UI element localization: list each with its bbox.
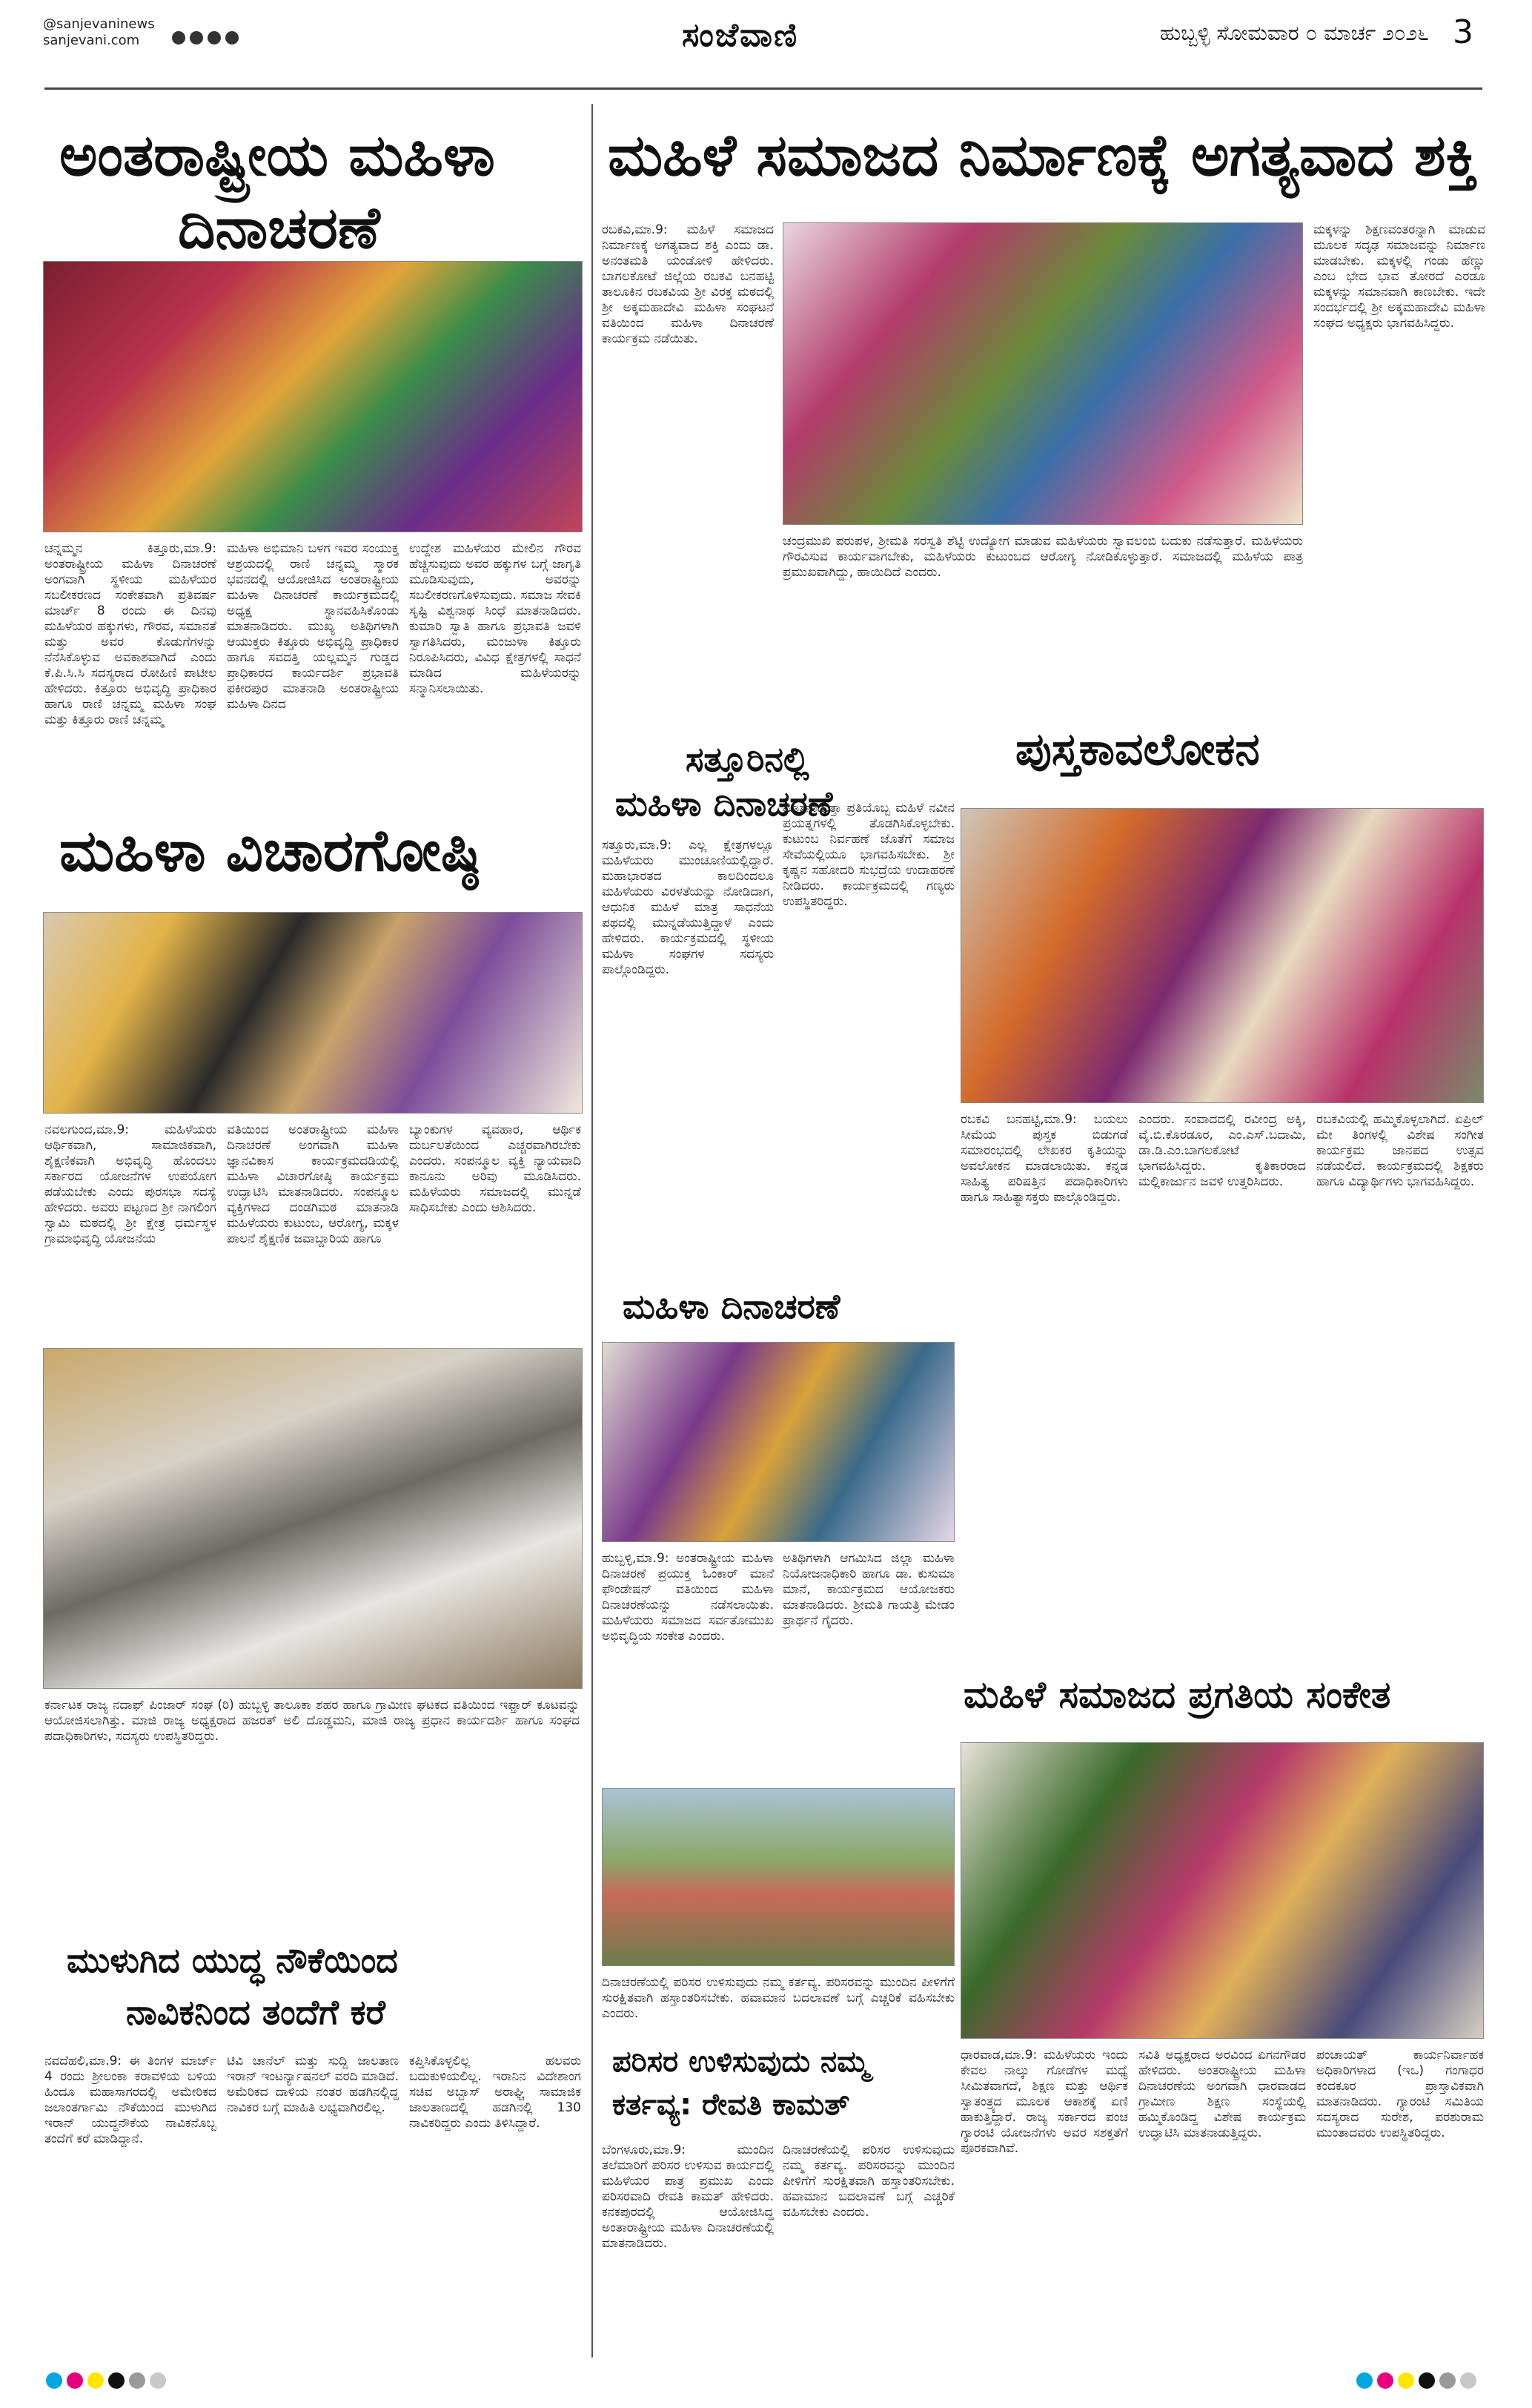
twitter-icon[interactable] [225,31,239,44]
article-dharwad-col3: ಪಂಚಾಯತ್ ಕಾರ್ಯನಿರ್ವಾಹಕ ಅಧಿಕಾರಿಗಳಾದ (ಇಒ) ಗಂಗಾಧರ ಕಂದಕೂರ ಪ್ರಾಸ್ತಾವಿಕವಾಗಿ ಮಾತನಾಡಿದರು. ಗ್ಯಾರಂಟಿ ಸಮಿತಿಯ ಸದಸ್ಯರಾದ ಸುರೇಶ, ಪರಶುರಾಮ ಮುಂತಾದವರು ಉಪಸ್ಥಿತರಿದ್ದರು. [1316,2048,1484,2140]
photo-rotary-caption: ದಿನಾಚರಣೆಯಲ್ಲಿ ಪರಿಸರ ಉಳಿಸುವುದು ನಮ್ಮ ಕರ್ತವ್ಯ. ಪರಿಸರವನ್ನು ಮುಂದಿನ ಪೀಳಿಗೆಗೆ ಸುರಕ್ಷಿತವಾಗಿ ಹಸ್ತಾಂತರಿಸಬೇಕು. ಹವಾಮಾನ ಬದಲಾವಣೆ ಬಗ್ಗೆ ಎಚ್ಚರಿಕೆ ವಹಿಸಬೇಕು ಎಂದರು. [602,1975,955,2021]
article-seminar-col2: ವತಿಯಿಂದ ಅಂತರಾಷ್ಟ್ರೀಯ ಮಹಿಳಾ ದಿನಾಚರಣೆ ಅಂಗವಾಗಿ ಮಹಿಳಾ ಜ್ಞಾನವಿಕಾಸ ಕಾರ್ಯಕ್ರಮದಡಿಯಲ್ಲಿ ಮಹಿಳಾ ವಿಚಾರಗೋಷ್ಠಿ ಕಾರ್ಯಕ್ರಮ ಉದ್ಘಾಟಿಸಿ ಮಾತನಾಡಿದರು. ಸಂಪನ್ಮೂಲ ವ್ಯಕ್ತಿಗಳಾದ ದಂಡಗಿಮಠ ಮಾತನಾಡಿ ಮಹಿಳೆಯರು ಕುಟುಂಬ, ಆರೋಗ್ಯ, ಮಕ್ಕಳ ಪಾಲನೆ ಶೈಕ್ಷಣಿಕ ಜವಾಬ್ದಾರಿಯ ಹಾಗೂ [227,1122,399,1246]
article-book-col2: ಎಂದರು. ಸಂವಾದದಲ್ಲಿ ರವೀಂದ್ರ ಅಕ್ಕಿ, ವೈ.ಬಿ.ಕೊರಡೂರ, ಎಂ.ಎಸ್.ಬದಾಮಿ, ಡಾ.ಡಿ.ಎಂ.ಬಾಗಲಕೋಟೆ ಭಾಗವಹಿಸಿದ್ದರು. ಕೃತಿಕಾರರಾದ ಮಲ್ಲಿಕಾರ್ಜುನ ಜವಳಿ ಉತ್ತರಿಸಿದರು. [1138,1112,1306,1189]
magenta-mark [67,2372,83,2389]
article-intl-col3: ಉದ್ದೇಶ ಮಹಿಳೆಯರ ಮೇಲಿನ ಗೌರವ ಹೆಚ್ಚಿಸುವುದು ಅವರ ಹಕ್ಕುಗಳ ಬಗ್ಗೆ ಜಾಗೃತಿ ಮೂಡಿಸುವುದು, ಅವರನ್ನು ಸಬಲೀಕರಣಗೊಳಿಸುವುದು. ಸಮಾಜ ಸೇವಕಿ ಸೃಷ್ಟಿ ವಿಶ್ವನಾಥ ಸಿಂಧೆ ಮಾತನಾಡಿದರು. ಕುಮಾರಿ ಸ್ವಾತಿ ಹಾಗೂ ಪ್ರಭಾವತಿ ಜವಳಿ ಸ್ವಾಗತಿಸಿದರು, ಮಂಜುಳಾ ಕಿತ್ತೂರು ನಿರೂಪಿಸಿದರು, ವಿವಿಧ ಕ್ಷೇತ್ರಗಳಲ್ಲಿ ಸಾಧನೆ ಮಾಡಿದ ಮಹಿಳೆಯರನ್ನು ಸನ್ಮಾನಿಸಲಾಯಿತು. [409,541,581,696]
headline-intl-womens-day: ಅಂತರಾಷ್ಟ್ರೀಯ ಮಹಿಳಾ [59,122,495,189]
article-navy-col3: ಕಪ್ತಿಸಿಕೊಳ್ಳಲಿಲ್ಲ ಹಲವರು ಬದುಕುಳಿಯಲಿಲ್ಲ. ಇರಾನಿನ ವಿದೇಶಾಂಗ ಸಚಿವ ಅಬ್ಬಾಸ್ ಅರಾಘ್ಚಿ ಸಾಮಾಜಿಕ ಜಾಲತಾಣದಲ್ಲಿ ಹಡಗಿನಲ್ಲಿ 130 ನಾವಿಕರಿದ್ದರು ಎಂದು ತಿಳಿಸಿದ್ದಾರೆ. [409,2054,581,2131]
photo-iftar-gathering [43,1348,583,1689]
masthead-divider [44,87,1482,90]
magenta-mark [1377,2372,1393,2389]
photo-rabkavi-event [783,222,1303,525]
print-registration-marks-right [1356,2372,1481,2389]
headline-women-progress: ಮಹಿಳೆ ಸಮಾಜದ ಪ್ರಗತಿಯ ಸಂಕೇತ [964,1673,1391,1716]
photo-womens-day-dance [43,261,583,532]
headline-book-review: ಪುಸ್ತಕಾವಲೋಕನ [1015,724,1260,775]
headline-environment: ಪರಿಸರ ಉಳಿಸುವುದು ನಮ್ಮ [612,2045,869,2079]
yellow-mark [87,2372,104,2389]
headline-sattur: ಸತ್ತೂರಿನಲ್ಲಿ [686,739,809,779]
article-environment-col2: ದಿನಾಚರಣೆಯಲ್ಲಿ ಪರಿಸರ ಉಳಿಸುವುದು ನಮ್ಮ ಕರ್ತವ್ಯ. ಪರಿಸರವನ್ನು ಮುಂದಿನ ಪೀಳಿಗೆಗೆ ಸುರಕ್ಷಿತವಾಗಿ ಹಸ್ತಾಂತರಿಸಬೇಕು. ಹವಾಮಾನ ಬದಲಾವಣೆ ಬಗ್ಗೆ ಎಚ್ಚರಿಕೆ ವಹಿಸಬೇಕು ಎಂದರು. [783,2143,955,2220]
headline-mahila-seminar: ಮಹಿಳಾ ವಿಚಾರಗೋಷ್ಠಿ [59,818,480,884]
masthead-logo: ಸಂಜೆವಾಣಿ [682,16,799,54]
photo-hubballi-event [602,1342,955,1542]
article-hubballi-col1: ಹುಬ್ಬಳ್ಳಿ,ಮಾ.9: ಅಂತರಾಷ್ಟ್ರೀಯ ಮಹಿಳಾ ದಿನಾಚರಣೆ ಪ್ರಯುಕ್ತ ಓಂಕಾರ್ ಮಾನೆ ಫೌಂಡೇಷನ್ ವತಿಯಿಂದ ಮಹಿಳಾ ದಿನಾಚರಣೆಯನ್ನು ನಡೆಸಲಾಯಿತು. ಮಹಿಳೆಯರು ಸಮಾಜದ ಸರ್ವತೋಮುಖ ಅಭಿವೃದ್ಧಿಯ ಸಂಕೇತ ಎಂದರು. [602,1551,774,1644]
black-mark [1419,2372,1435,2389]
headline-navy-line1: ಮುಳುಗಿದ ಯುದ್ಧ ನೌಕೆಯಿಂದ [67,1940,398,1980]
headline-womens-day-hubballi: ಮಹಿಳಾ ದಿನಾಚರಣೆ [623,1286,840,1326]
youtube-icon[interactable] [208,31,221,44]
article-navy-col2: ಟಿವಿ ಚಾನೆಲ್ ಮತ್ತು ಸುದ್ದಿ ಜಾಲತಾಣ ಇರಾನ್ ಇಂಟರ್ನ್ಯಾಷನಲ್ ವರದಿ ಮಾಡಿದೆ. ಅಮೆರಿಕದ ದಾಳಿಯ ನಂತರ ಹಡಗಿನಲ್ಲಿದ್ದ ನಾವಿಕರ ಬಗ್ಗೆ ಮಾಹಿತಿ ಲಭ್ಯವಾಗಿರಲಿಲ್ಲ. [227,2054,399,2115]
gray-mark [1439,2372,1456,2389]
article-iftar-caption: ಕರ್ನಾಟಕ ರಾಜ್ಯ ನದಾಫ್ ಪಿಂಜಾರ್ ಸಂಘ (ರಿ) ಹುಬ್ಬಳ್ಳಿ ತಾಲೂಕಾ ಶಹರ ಹಾಗೂ ಗ್ರಾಮೀಣ ಘಟಕದ ವತಿಯಿಂದ ಇಫ್ತಾರ್ ಕೂಟವನ್ನು ಆಯೋಜಿಸಲಾಗಿತ್ತು. ಮಾಜಿ ರಾಜ್ಯ ಅಧ್ಯಕ್ಷರಾದ ಹಜರತ್ ಅಲಿ ದೊಡ್ಡಮನಿ, ಮಾಜಿ ರಾಜ್ಯ ಪ್ರಧಾನ ಕಾರ್ಯದರ್ಶಿ ಹಾಗೂ ಸಂಘದ ಪದಾಧಿಕಾರಿಗಳು, ಸದಸ್ಯರು ಉಪಸ್ಥಿತರಿದ್ದರು. [44,1698,580,1744]
article-intl-col1: ಚನ್ನಮ್ಮನ ಕಿತ್ತೂರು,ಮಾ.9: ಅಂತರಾಷ್ಟ್ರೀಯ ಮಹಿಳಾ ದಿನಾಚರಣೆ ಅಂಗವಾಗಿ ಸ್ಥಳೀಯ ಮಹಿಳೆಯರ ಸಬಲೀಕರಣದ ಸಂಕೇತವಾಗಿ ಪ್ರತಿವರ್ಷ ಮಾರ್ಚ್ 8 ರಂದು ಈ ದಿನವು ಮಹಿಳೆಯರ ಹಕ್ಕುಗಳು, ಗೌರವ, ಸಮಾನತೆ ಮತ್ತು ಅವರ ಕೊಡುಗೆಗಳನ್ನು ನೆನೆಸಿಕೊಳ್ಳುವ ಅವಕಾಶವಾಗಿದೆ ಎಂದು ಕೆ.ಪಿ.ಸಿ.ಸಿ ಸದಸ್ಯರಾದ ರೋಹಿಣಿ ಪಾಟೀಲ ಹೇಳಿದರು. ಕಿತ್ತೂರು ಅಭಿವೃದ್ಧಿ ಪ್ರಾಧಿಕಾರ ಹಾಗೂ ರಾಣಿ ಚನ್ನಮ್ಮ ಮಹಿಳಾ ಸಂಘ ಮತ್ತು ಕಿತ್ತೂರು ರಾಣಿ ಚನ್ನಮ್ಮ [44,541,216,727]
article-intl-col2: ಮಹಿಳಾ ಅಭಿಮಾನಿ ಬಳಗ ಇವರ ಸಂಯುಕ್ತ ಆಶ್ರಯದಲ್ಲಿ ರಾಣಿ ಚನ್ನಮ್ಮ ಸ್ಮಾರಕ ಭವನದಲ್ಲಿ ಆಯೋಜಿಸಿದ ಅಂತರಾಷ್ಟ್ರೀಯ ಮಹಿಳಾ ದಿನಾಚರಣೆ ಕಾರ್ಯಕ್ರಮದಲ್ಲಿ ಅಧ್ಯಕ್ಷ ಸ್ಥಾನವಹಿಸಿಕೊಂಡು ಮಾತನಾಡಿದರು. ಮುಖ್ಯ ಅತಿಥಿಗಳಾಗಿ ಆಯುಕ್ತರು ಕಿತ್ತೂರು ಅಭಿವೃದ್ಧಿ ಪ್ರಾಧಿಕಾರ ಹಾಗೂ ಸವದತ್ತಿ ಯಲ್ಲಮ್ಮನ ಗುಡ್ಡದ ಪ್ರಾಧಿಕಾರದ ಕಾರ್ಯದರ್ಶಿ ಪ್ರಭಾವತಿ ಫಕೀರಪುರ ಮಾತನಾಡಿ ಅಂತರಾಷ್ಟ್ರೀಯ ಮಹಿಳಾ ದಿನದ [227,541,399,712]
photo-dharwad-event [961,1742,1484,2039]
photo-seminar [43,912,583,1114]
article-rabkavi-col1: ರಬಕವಿ,ಮಾ.9: ಮಹಿಳೆ ಸಮಾಜದ ನಿರ್ಮಾಣಕ್ಕೆ ಅಗತ್ಯವಾದ ಶಕ್ತಿ ಎಂದು ಡಾ. ಅನಂತಮತಿ ಯಂಡೋಳಿ ಹೇಳಿದರು. ಬಾಗಲಕೋಟೆ ಜಿಲ್ಲೆಯ ರಬಕವಿ ಬನಹಟ್ಟಿ ತಾಲೂಕಿನ ರಬಕವಿಯ ಶ್ರೀ ವಿರಕ್ತ ಮಠದಲ್ಲಿ ಶ್ರೀ ಅಕ್ಕಮಹಾದೇವಿ ಮಹಿಳಾ ಸಂಘಟನೆ ವತಿಯಿಂದ ಮಹಿಳಾ ದಿನಾಚರಣೆ ಕಾರ್ಯಕ್ರಮ ನಡೆಯಿತು. [602,222,774,346]
site-handle: @sanjevaninews sanjevani.com [43,16,155,48]
social-icons [172,31,239,44]
article-seminar-col3: ಬ್ಯಾಂಕುಗಳ ವ್ಯವಹಾರ, ಆರ್ಥಿಕ ದುರ್ಬಲತೆಯಿಂದ ಎಚ್ಚರವಾಗಿರಬೇಕು ಎಂದರು. ಸಂಪನ್ಮೂಲ ವ್ಯಕ್ತಿ ನ್ಯಾಯವಾದಿ ಕಾನೂನು ಅರಿವು ಮೂಡಿಸಿದರು. ಮಹಿಳೆಯರು ಸಮಾಜದಲ್ಲಿ ಮುನ್ನಡೆ ಸಾಧಿಸಬೇಕು ಎಂದು ಆಶಿಸಿದರು. [409,1122,581,1215]
article-sattur-col2: ಮಾತನಾಡುತ್ತಾ ಪ್ರತಿಯೊಬ್ಬ ಮಹಿಳೆ ನವೀನ ಪ್ರಯತ್ನಗಳಲ್ಲಿ ತೊಡಗಿಸಿಕೊಳ್ಳಬೇಕು. ಕುಟುಂಬ ನಿರ್ವಹಣೆ ಜೊತೆಗೆ ಸಮಾಜ ಸೇವೆಯಲ್ಲಿಯೂ ಭಾಗವಹಿಸಬೇಕು. ಶ್ರೀ ಕೃಷ್ಣನ ಸಹೋದರಿ ಸುಭದ್ರೆಯ ಉದಾಹರಣೆ ನೀಡಿದರು. ಕಾರ್ಯಕ್ರಮದಲ್ಲಿ ಗಣ್ಯರು ಉಪಸ್ಥಿತರಿದ್ದರು. [783,801,955,909]
instagram-icon[interactable] [190,31,203,44]
light-gray-mark [1460,2372,1476,2389]
dateline: ಹುಬ್ಬಳ್ಳಿ ಸೋಮವಾರ ೦ ಮಾರ್ಚ ೨೦೨೬ [1160,21,1429,45]
gray-mark [129,2372,145,2389]
headline-sattur-line2: ಮಹಿಳಾ ದಿನಾಚರಣೆ [615,784,833,824]
article-book-col3: ರಬಕವಿಯಲ್ಲಿ ಹಮ್ಮಿಕೊಳ್ಳಲಾಗಿದೆ. ಏಪ್ರಿಲ್ ಮೇ ತಿಂಗಳಲ್ಲಿ ವಿಶೇಷ ಸಂಗೀತ ಕಾರ್ಯಕ್ರಮ ಜಾನಪದ ಉತ್ಸವ ನಡೆಯಲಿದೆ. ಕಾರ್ಯಕ್ರಮದಲ್ಲಿ ಶಿಕ್ಷಕರು ಹಾಗೂ ವಿದ್ಯಾರ್ಥಿಗಳು ಭಾಗವಹಿಸಿದ್ದರು. [1316,1112,1484,1189]
column-divider [591,104,593,2358]
cyan-mark [46,2372,62,2389]
article-dharwad-col2: ಸವಿತಿ ಅಧ್ಯಕ್ಷರಾದ ಅರವಿಂದ ಏಗನಗೌಡರ ಹೇಳಿದರು. ಅಂತರಾಷ್ಟ್ರೀಯ ಮಹಿಳಾ ದಿನಾಚರಣೆಯ ಅಂಗವಾಗಿ ಧಾರವಾಡದ ಗ್ರಾಮೀಣ ಶಿಕ್ಷಣ ಸಂಸ್ಥೆಯಲ್ಲಿ ಹಮ್ಮಿಕೊಂಡಿದ್ದ ವಿಶೇಷ ಕಾರ್ಯಕ್ರಮ ಉದ್ಘಾಟಿಸಿ ಮಾತನಾಡುತ್ತಿದ್ದರು. [1138,2048,1306,2140]
article-hubballi-col2: ಅತಿಥಿಗಳಾಗಿ ಆಗಮಿಸಿದ ಜಿಲ್ಲಾ ಮಹಿಳಾ ನಿಯೋಜನಾಧಿಕಾರಿ ಹಾಗೂ ಡಾ. ಕುಸುಮಾ ಮಾನೆ, ಕಾರ್ಯಕ್ರಮದ ಆಯೋಜಕರು ಮಾತನಾಡಿದರು. ಶ್ರೀಮತಿ ಗಾಯತ್ರಿ ಮೇಡಂ ಪ್ರಾರ್ಥನೆ ಗೈದರು. [783,1551,955,1628]
article-rabkavi-col2: ಮಕ್ಕಳನ್ನು ಶಿಕ್ಷಣವಂತರನ್ನಾಗಿ ಮಾಡುವ ಮೂಲಕ ಸದೃಢ ಸಮಾಜವನ್ನು ನಿರ್ಮಾಣ ಮಾಡಬೇಕು. ಮಕ್ಕಳಲ್ಲಿ ಗಂಡು ಹೆಣ್ಣು ಎಂಬ ಭೇದ ಭಾವ ತೋರದೆ ಎರಡೂ ಮಕ್ಕಳನ್ನು ಸಮಾನವಾಗಿ ಕಾಣಬೇಕು. ಇದೇ ಸಂದರ್ಭದಲ್ಲಿ ಶ್ರೀ ಅಕ್ಕಮಹಾದೇವಿ ಮಹಿಳಾ ಸಂಘದ ಅಧ್ಯಕ್ಷರು ಭಾಗವಹಿಸಿದ್ದರು. [1313,222,1485,331]
headline-environment-line2: ಕರ್ತವ್ಯ: ರೇವತಿ ಕಾಮತ್ [612,2088,850,2122]
light-gray-mark [150,2372,166,2389]
print-registration-marks-left [46,2372,170,2389]
headline-intl-womens-day-line2: ದಿನಾಚರಣೆ [178,195,380,262]
photo-rotary-walk [602,1788,955,1966]
page-number: 3 [1453,13,1473,51]
article-rabkavi-col3: ಚಂದ್ರಮುಖಿ ಪರುಪಳ, ಶ್ರೀಮತಿ ಸರಸ್ವತಿ ಶೆಟ್ಟಿ ಉದ್ಯೋಗ ಮಾಡುವ ಮಹಿಳೆಯರು ಸ್ವಾವಲಂಬಿ ಬದುಕು ನಡೆಸುತ್ತಾರೆ. ಮಹಿಳೆಯರು ಗೌರವಿಸುವ ಕಾರ್ಯವಾಗಬೇಕು, ಮಹಿಳೆಯರು ಕುಟುಂಬದ ಆರೋಗ್ಯ ನೋಡಿಕೊಳ್ಳುತ್ತಾರೆ. ಸಮಾಜದಲ್ಲಿ ಮಹಿಳೆಯ ಪಾತ್ರ ಪ್ರಮುಖವಾಗಿದ್ದು, ಹಾಯಿದಿದೆ ಎಂದರು. [783,534,1303,580]
yellow-mark [1398,2372,1414,2389]
facebook-icon[interactable] [172,31,185,44]
article-seminar-col1: ನವಲಗುಂದ,ಮಾ.9: ಮಹಿಳೆಯರು ಆರ್ಥಿಕವಾಗಿ, ಸಾಮಾಜಿಕವಾಗಿ, ಶೈಕ್ಷಣಿಕವಾಗಿ ಅಭಿವೃದ್ಧಿ ಹೊಂದಲು ಸರ್ಕಾರದ ಯೋಜನೆಗಳ ಉಪಯೋಗ ಪಡೆಯಬೇಕು ಎಂದು ಪುರಸಭಾ ಸದಸ್ಯೆ ಹೇಳಿದರು. ಅವರು ಪಟ್ಟಣದ ಶ್ರೀ ನಾಗಲಿಂಗ ಸ್ವಾಮಿ ಮಠದಲ್ಲಿ ಶ್ರೀ ಕ್ಷೇತ್ರ ಧರ್ಮಸ್ಥಳ ಗ್ರಾಮಾಭಿವೃದ್ಧಿ ಯೋಜನೆಯ [44,1122,216,1246]
article-environment-col1: ಬೆಂಗಳೂರು,ಮಾ.9: ಮುಂದಿನ ತಲೆಮಾರಿಗೆ ಪರಿಸರ ಉಳಿಸುವ ಕಾರ್ಯದಲ್ಲಿ ಮಹಿಳೆಯರ ಪಾತ್ರ ಪ್ರಮುಖ ಎಂದು ಪರಿಸರವಾದಿ ರೇವತಿ ಕಾಮತ್ ಹೇಳಿದರು. ಕನಕಪುರದಲ್ಲಿ ಆಯೋಜಿಸಿದ್ದ ಅಂತಾರಾಷ್ಟ್ರೀಯ ಮಹಿಳಾ ದಿನಾಚರಣೆಯಲ್ಲಿ ಮಾತನಾಡಿದರು. [602,2143,774,2251]
article-navy-col1: ನವದೆಹಲಿ,ಮಾ.9: ಈ ತಿಂಗಳ ಮಾರ್ಚ್ 4 ರಂದು ಶ್ರೀಲಂಕಾ ಕರಾವಳಿಯ ಬಳಿಯ ಹಿಂದೂ ಮಹಾಸಾಗರದಲ್ಲಿ ಅಮೇರಿಕದ ಜಲಾಂತರ್ಗಾಮಿ ನೌಕೆಯಿಂದ ಮುಳುಗಿದ ಇರಾನ್ ಯುದ್ಧನೌಕೆಯ ನಾವಿಕನೊಬ್ಬ ತಂದೆಗೆ ಕರೆ ಮಾಡಿದ್ದಾನೆ. [44,2054,216,2146]
article-dharwad-col1: ಧಾರವಾಡ,ಮಾ.9: ಮಹಿಳೆಯರು ಇಂದು ಕೇವಲ ನಾಲ್ಕು ಗೋಡೆಗಳ ಮಧ್ಯೆ ಸೀಮಿತವಾಗದೆ, ಶಿಕ್ಷಣ ಮತ್ತು ಆರ್ಥಿಕ ಸ್ವಾತಂತ್ರ್ಯದ ಮೂಲಕ ಆಕಾಶಕ್ಕೆ ಏಣಿ ಹಾಕುತ್ತಿದ್ದಾರೆ. ರಾಜ್ಯ ಸರ್ಕಾರದ ಪಂಚ ಗ್ಯಾರಂಟಿ ಯೋಜನೆಗಳು ಅವರ ಸಶಕ್ತತೆಗೆ ಪೂರಕವಾಗಿವೆ. [961,2048,1128,2156]
black-mark [108,2372,125,2389]
photo-book-release [961,808,1484,1103]
article-book-col1: ರಬಕವಿ ಬನಹಟ್ಟಿ,ಮಾ.9: ಬಯಲು ಸೀಮೆಯ ಪುಸ್ತಕ ಬಿಡುಗಡೆ ಸಮಾರಂಭದಲ್ಲಿ ಲೇಖಕರ ಕೃತಿಯನ್ನು ಅವಲೋಕನ ಮಾಡಲಾಯಿತು. ಕನ್ನಡ ಸಾಹಿತ್ಯ ಪರಿಷತ್ತಿನ ಪದಾಧಿಕಾರಿಗಳು ಹಾಗೂ ಸಾಹಿತ್ಯಾಸಕ್ತರು ಪಾಲ್ಗೊಂಡಿದ್ದರು. [961,1112,1128,1205]
cyan-mark [1356,2372,1373,2389]
headline-navy-line2: ನಾವಿಕನಿಂದ ತಂದೆಗೆ ಕರೆ [126,1992,385,2032]
headline-women-society-power: ಮಹಿಳೆ ಸಮಾಜದ ನಿರ್ಮಾಣಕ್ಕೆ ಅಗತ್ಯವಾದ ಶಕ್ತಿ [608,122,1478,189]
article-sattur-col1: ಸತ್ತೂರು,ಮಾ.9: ಎಲ್ಲ ಕ್ಷೇತ್ರಗಳಲ್ಲೂ ಮಹಿಳೆಯರು ಮುಂಚೂಣಿಯಲ್ಲಿದ್ದಾರೆ. ಮಹಾಭಾರತದ ಕಾಲದಿಂದಲೂ ಮಹಿಳೆಯರು ವಿರಳತೆಯನ್ನು ನೋಡಿದಾಗ, ಆಧುನಿಕ ಮಹಿಳೆ ಮಾತ್ರ ಸಾಧನೆಯ ಪಥದಲ್ಲಿ ಮುನ್ನಡೆಯುತ್ತಿದ್ದಾಳೆ ಎಂದು ಹೇಳಿದರು. ಕಾರ್ಯಕ್ರಮದಲ್ಲಿ ಸ್ಥಳೀಯ ಮಹಿಳಾ ಸಂಘಗಳ ಸದಸ್ಯರು ಪಾಲ್ಗೊಂಡಿದ್ದರು. [602,838,774,977]
